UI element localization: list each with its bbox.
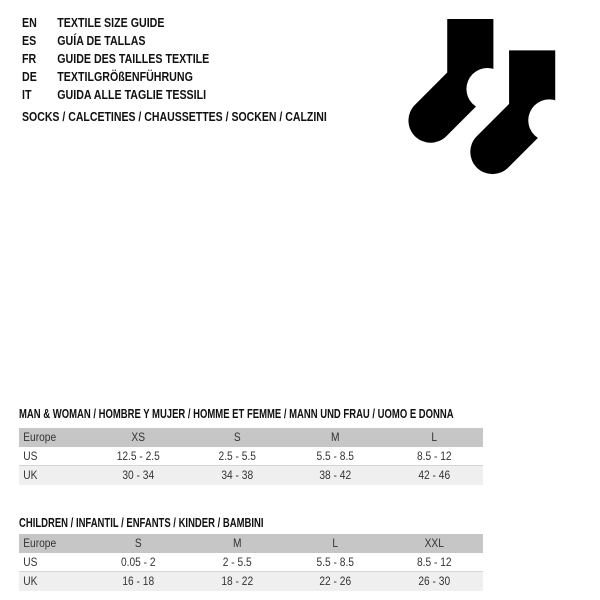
language-label: TEXTILGRÖßENFÜHRUNG [57, 69, 193, 84]
size-value-cell: 2 - 5.5 [222, 555, 252, 569]
language-code: EN [22, 15, 37, 30]
table-row-us [19, 553, 483, 572]
column-header-size: M [331, 430, 340, 444]
table-title-text: MAN & WOMAN / HOMBRE Y MUJER / HOMME ET FEMME / MANN UND FRAU / UOMO E DONNA [19, 406, 454, 421]
category-caption [22, 110, 398, 123]
size-value-cell: 2.5 - 5.5 [218, 449, 256, 463]
language-label: GUIDA ALLE TAGLIE TESSILI [57, 87, 207, 102]
size-value-cell: 42 - 46 [417, 468, 450, 482]
column-header-size: XXL [424, 536, 444, 550]
size-value-cell: 26 - 30 [417, 574, 450, 588]
language-row [22, 14, 209, 32]
table-row-uk [19, 466, 483, 485]
language-row [22, 68, 209, 86]
language-code: IT [22, 87, 32, 102]
size-value-cell: 5.5 - 8.5 [316, 555, 354, 569]
column-header-size: L [430, 430, 437, 444]
table-title-children [19, 516, 354, 529]
column-header-size: S [233, 430, 241, 444]
size-value-cell: 38 - 42 [319, 468, 352, 482]
size-value-cell: 5.5 - 8.5 [316, 449, 354, 463]
column-header-region: Europe [23, 430, 57, 444]
size-value-cell: 0.05 - 2 [120, 555, 156, 569]
size-value-cell: 8.5 - 12 [416, 449, 452, 463]
column-header-region: Europe [23, 536, 57, 550]
column-header-size: M [232, 536, 241, 550]
language-code: ES [22, 33, 37, 48]
size-table-man-woman [19, 428, 483, 485]
language-label: TEXTILE SIZE GUIDE [57, 15, 165, 30]
table-title-man-woman [19, 407, 600, 420]
size-value-cell: 18 - 22 [220, 574, 253, 588]
language-label: GUIDE DES TAILLES TEXTILE [57, 51, 210, 66]
size-value-cell: 22 - 26 [319, 574, 352, 588]
column-header-size: S [134, 536, 142, 550]
language-label: GUÍA DE TALLAS [57, 33, 146, 48]
language-row [22, 86, 209, 104]
size-value-cell: 30 - 34 [122, 468, 155, 482]
socks-icon [390, 19, 558, 175]
language-code: FR [22, 51, 37, 66]
language-list [22, 14, 250, 104]
language-row [22, 32, 209, 50]
column-header-size: L [332, 536, 339, 550]
size-value-cell: 34 - 38 [220, 468, 253, 482]
category-caption-text: SOCKS / CALCETINES / CHAUSSETTES / SOCKEN / CALZINI [22, 109, 327, 124]
size-table-children [19, 534, 483, 591]
table-header-row [19, 534, 483, 553]
table-header-row [19, 428, 483, 447]
table-title-text: CHILDREN / INFANTIL / ENFANTS / KINDER / BAMBINI [19, 515, 264, 530]
row-label: US [23, 449, 38, 463]
table-row-uk [19, 572, 483, 591]
language-code: DE [22, 69, 37, 84]
table-row-us [19, 447, 483, 466]
row-label: UK [23, 574, 38, 588]
size-value-cell: 16 - 18 [122, 574, 155, 588]
row-label: UK [23, 468, 38, 482]
size-value-cell: 12.5 - 2.5 [116, 449, 160, 463]
size-value-cell: 8.5 - 12 [416, 555, 452, 569]
row-label: US [23, 555, 38, 569]
column-header-size: XS [131, 430, 146, 444]
language-row [22, 50, 209, 68]
